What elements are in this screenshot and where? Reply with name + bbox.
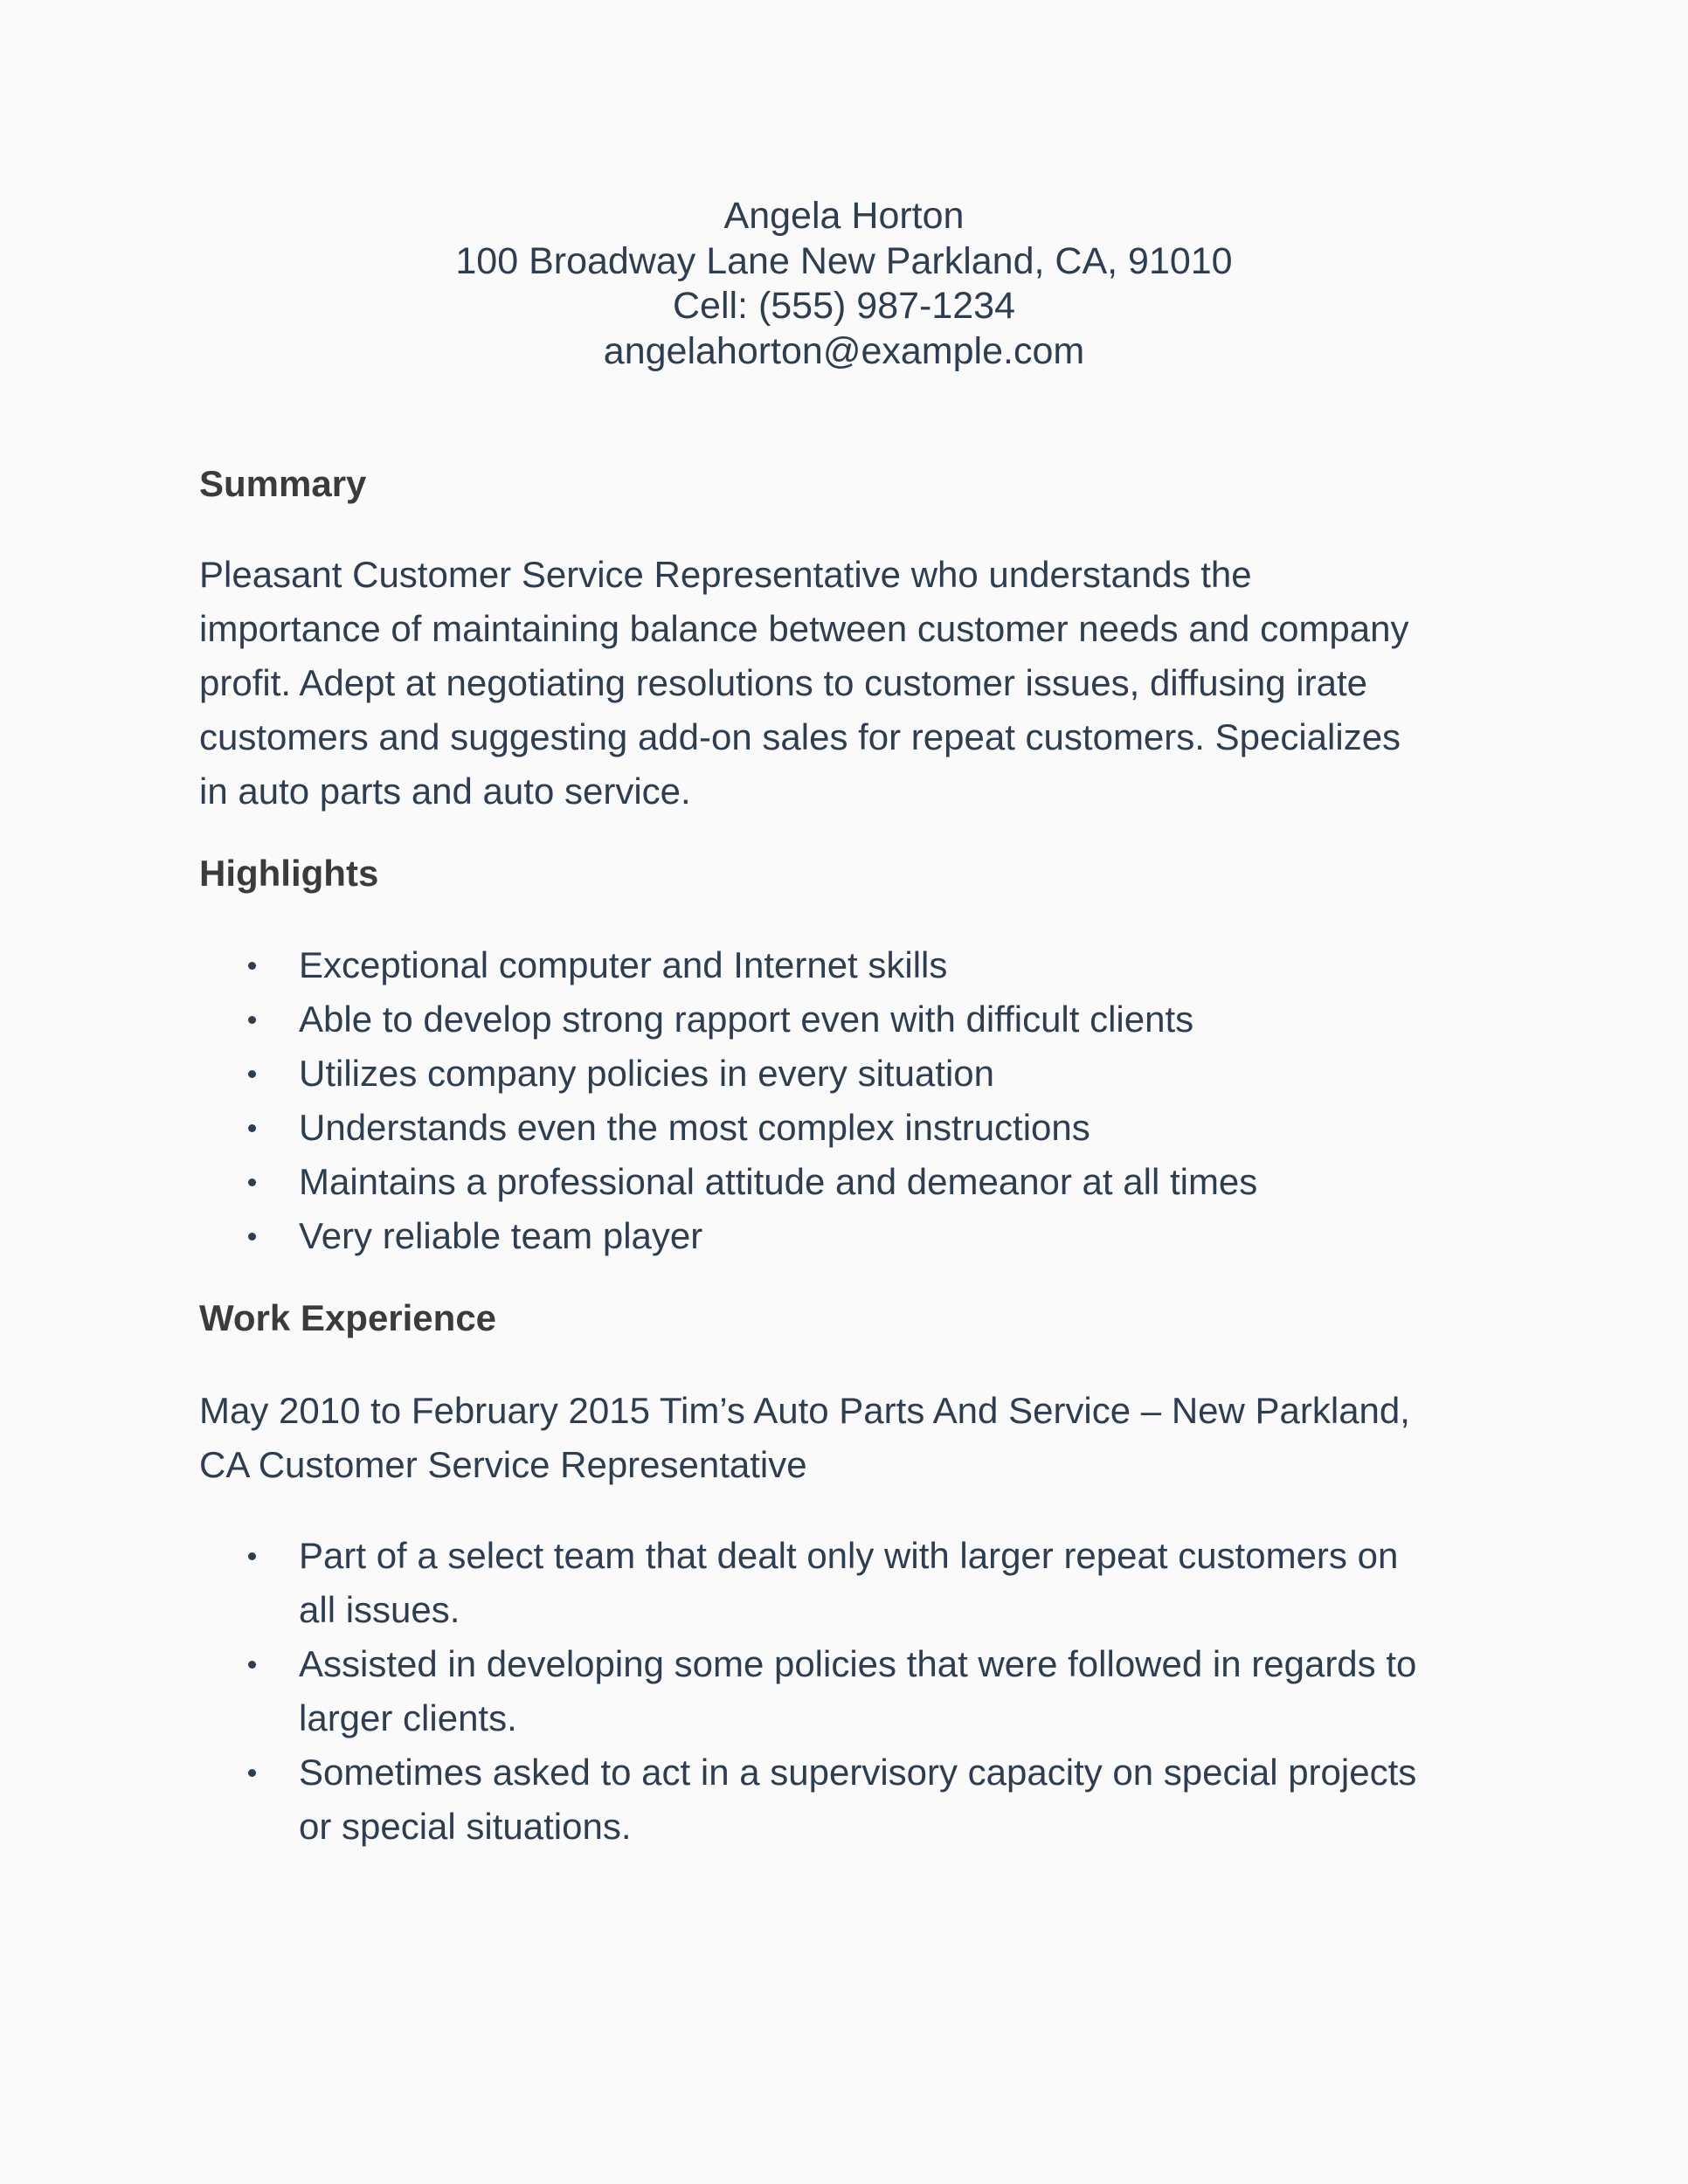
address: 100 Broadway Lane New Parkland, CA, 91010: [455, 239, 1233, 282]
job-line: CA Customer Service Representative: [199, 1444, 807, 1485]
duty-text: Sometimes asked to act in a supervisory capacity on special projects: [299, 1752, 1417, 1793]
bullet-icon: [248, 1552, 256, 1560]
duty-text: Assisted in developing some policies that were followed in regards to: [299, 1643, 1417, 1684]
duty-text: larger clients.: [299, 1697, 517, 1738]
summary-line: Pleasant Customer Service Representative who understands the: [199, 554, 1252, 595]
bullet-icon: [248, 962, 256, 970]
job-title-line: [199, 1384, 1510, 1492]
highlight-text: Able to develop strong rapport even with difficult clients: [299, 999, 1194, 1040]
highlight-item: [199, 1155, 1510, 1209]
email-address: angelahorton@example.com: [603, 329, 1085, 372]
highlight-text: Maintains a professional attitude and demeanor at all times: [299, 1161, 1258, 1202]
contact-header: [0, 194, 1688, 374]
highlight-item: [199, 992, 1510, 1047]
summary-line: customers and suggesting add-on sales for repeat customers. Specializes: [199, 716, 1401, 757]
duty-item: [199, 1637, 1510, 1745]
summary-heading: Summary: [199, 463, 367, 504]
highlight-item: [199, 1047, 1510, 1101]
highlight-text: Exceptional computer and Internet skills: [299, 944, 948, 985]
bullet-icon: [248, 1661, 256, 1669]
summary-line: importance of maintaining balance between customer needs and company: [199, 608, 1409, 649]
bullet-icon: [248, 1769, 256, 1777]
summary-line: in auto parts and auto service.: [199, 771, 691, 812]
work-duties-list: [199, 1529, 1510, 1854]
highlight-item: [199, 1101, 1510, 1155]
duty-text: or special situations.: [299, 1806, 632, 1847]
duty-text: all issues.: [299, 1589, 460, 1630]
summary-line: profit. Adept at negotiating resolutions to customer issues, diffusing irate: [199, 662, 1367, 703]
job-line: May 2010 to February 2015 Tim’s Auto Parts And Service – New Parkland,: [199, 1390, 1410, 1431]
cell-phone: Cell: (555) 987-1234: [672, 285, 1016, 327]
duty-item: [199, 1745, 1510, 1854]
bullet-icon: [248, 1233, 256, 1241]
duty-item: [199, 1529, 1510, 1637]
highlight-text: Very reliable team player: [299, 1215, 703, 1256]
duty-text: Part of a select team that dealt only with larger repeat customers on: [299, 1535, 1399, 1576]
highlights-list: [199, 938, 1510, 1263]
bullet-icon: [248, 1016, 256, 1024]
highlight-item: [199, 1209, 1510, 1263]
highlight-text: Understands even the most complex instructions: [299, 1107, 1090, 1148]
highlight-text: Utilizes company policies in every situation: [299, 1053, 995, 1094]
bullet-icon: [248, 1178, 256, 1186]
bullet-icon: [248, 1070, 256, 1078]
summary-paragraph: [199, 548, 1510, 819]
work-experience-heading: Work Experience: [199, 1297, 497, 1338]
highlight-item: [199, 938, 1510, 992]
bullet-icon: [248, 1124, 256, 1132]
highlights-heading: Highlights: [199, 853, 379, 894]
candidate-name: Angela Horton: [723, 195, 965, 237]
